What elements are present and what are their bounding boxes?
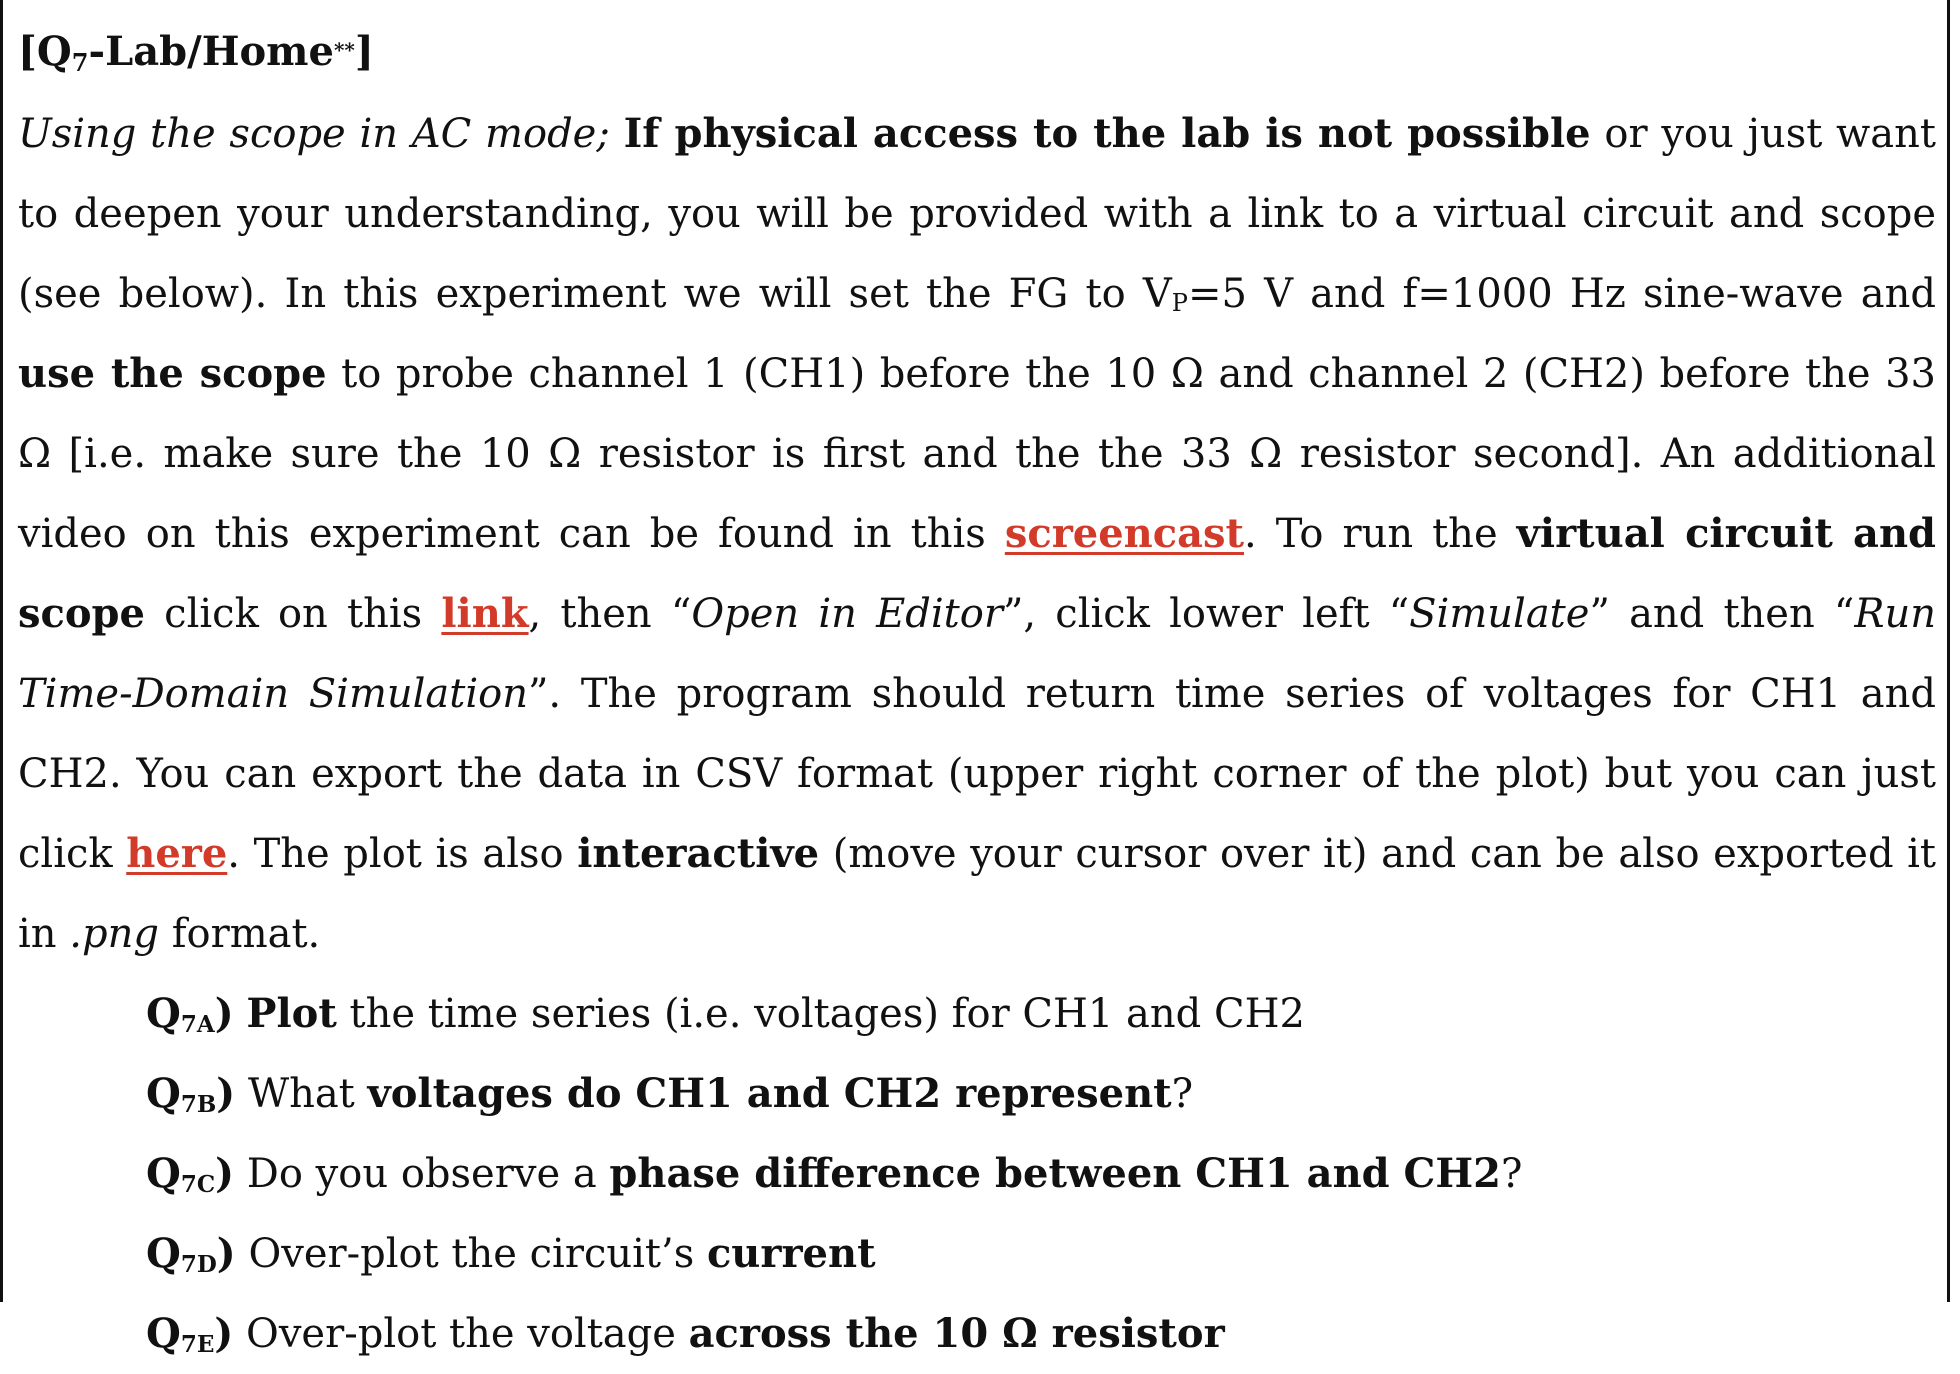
heading-title: -Lab/Home <box>88 28 334 75</box>
question-tail: ? <box>1501 1151 1523 1197</box>
open-in-editor-italic: Open in Editor <box>691 591 1003 637</box>
no-access-bold: If physical access to the lab is not possible <box>623 110 1591 157</box>
para-text-12: format. <box>171 911 321 957</box>
para-text-8: ” and then “ <box>1589 591 1855 637</box>
virtual-circuit-bold: virtual circuit and scope <box>18 510 1937 637</box>
question-list <box>146 974 1936 1374</box>
question-text: Over-plot the circuit’s <box>235 1231 707 1277</box>
para-text-6: , then “ <box>528 591 692 637</box>
para-text-3: to probe channel 1 (CH1) before the 10 Ω and channel 2 (CH2) before the 33 Ω [i.e. make sure the 10 Ω resistor is first and the the 33 Ω resistor second]. An additional video on this experiment can be found in this <box>18 351 1937 557</box>
question-id: $Q_{7D}$) <box>146 1230 236 1278</box>
para-text-2: =5 V and f=1000 Hz sine-wave and <box>1187 271 1937 317</box>
para-text-9: ”. The program should return time series of voltages for CH1 and CH2. You can export the data in CSV format (upper right corner of the plot) but you can just click <box>18 671 1936 877</box>
section-heading <box>18 22 1936 82</box>
screencast-link[interactable]: screencast <box>1004 510 1245 557</box>
question-bold: across the 10 Ω resistor <box>688 1310 1225 1357</box>
heading-suffix: ] <box>354 28 374 75</box>
heading-prefix: [Q <box>18 28 72 75</box>
question-bold-lead: Plot <box>246 990 337 1037</box>
question-id: $Q_{7B}$) <box>146 1070 236 1118</box>
question-7e <box>146 1294 1936 1374</box>
heading-stars: ** <box>333 38 355 62</box>
question-tail: ? <box>1171 1071 1194 1117</box>
heading-subscript: 7 <box>71 48 89 77</box>
para-text-10: . The plot is also <box>227 831 564 877</box>
question-text: the time series (i.e. voltages) for CH1 and CH2 <box>336 991 1305 1037</box>
csv-here-link[interactable]: here <box>126 830 228 877</box>
run-simulation-italic: Run Time-Domain Simulation <box>18 591 1936 717</box>
ac-mode-italic: Using the scope in AC mode; <box>18 111 610 157</box>
interactive-bold: interactive <box>577 830 820 877</box>
question-7b <box>146 1054 1936 1134</box>
question-bold: current <box>706 1230 876 1277</box>
question-7c <box>146 1134 1936 1214</box>
question-7a <box>146 974 1936 1054</box>
para-text-5: click on this <box>164 591 423 637</box>
png-italic: .png <box>69 911 159 957</box>
question-text: What <box>235 1071 368 1117</box>
vp-subscript: P <box>1171 289 1188 317</box>
para-text-11: (move your cursor over it) and can be also exported it in <box>18 831 1937 957</box>
use-scope-bold: use the scope <box>18 350 327 397</box>
document-content <box>18 22 1936 1374</box>
question-bold: voltages do CH1 and CH2 represent <box>367 1070 1172 1117</box>
question-id: $Q_{7A}$) <box>146 990 234 1038</box>
para-text-1: or you just want to deepen your understanding, you will be provided with a link to a virtual circuit and scope (see below). In this experiment we will set the FG to V <box>18 111 1936 317</box>
para-text-7: ”, click lower left “ <box>1002 591 1410 637</box>
simulate-italic: Simulate <box>1409 591 1590 637</box>
para-text-4: . To run the <box>1244 511 1498 557</box>
question-bold: phase difference between CH1 and CH2 <box>609 1150 1502 1197</box>
instructions-paragraph <box>18 94 1936 974</box>
question-text: Do you observe a <box>234 1151 610 1197</box>
simulation-link[interactable]: link <box>441 590 529 637</box>
question-7d <box>146 1214 1936 1294</box>
question-id: $Q_{7C}$) <box>146 1150 235 1198</box>
question-text: Over-plot the voltage <box>233 1311 689 1357</box>
question-id: $Q_{7E}$) <box>146 1310 234 1358</box>
